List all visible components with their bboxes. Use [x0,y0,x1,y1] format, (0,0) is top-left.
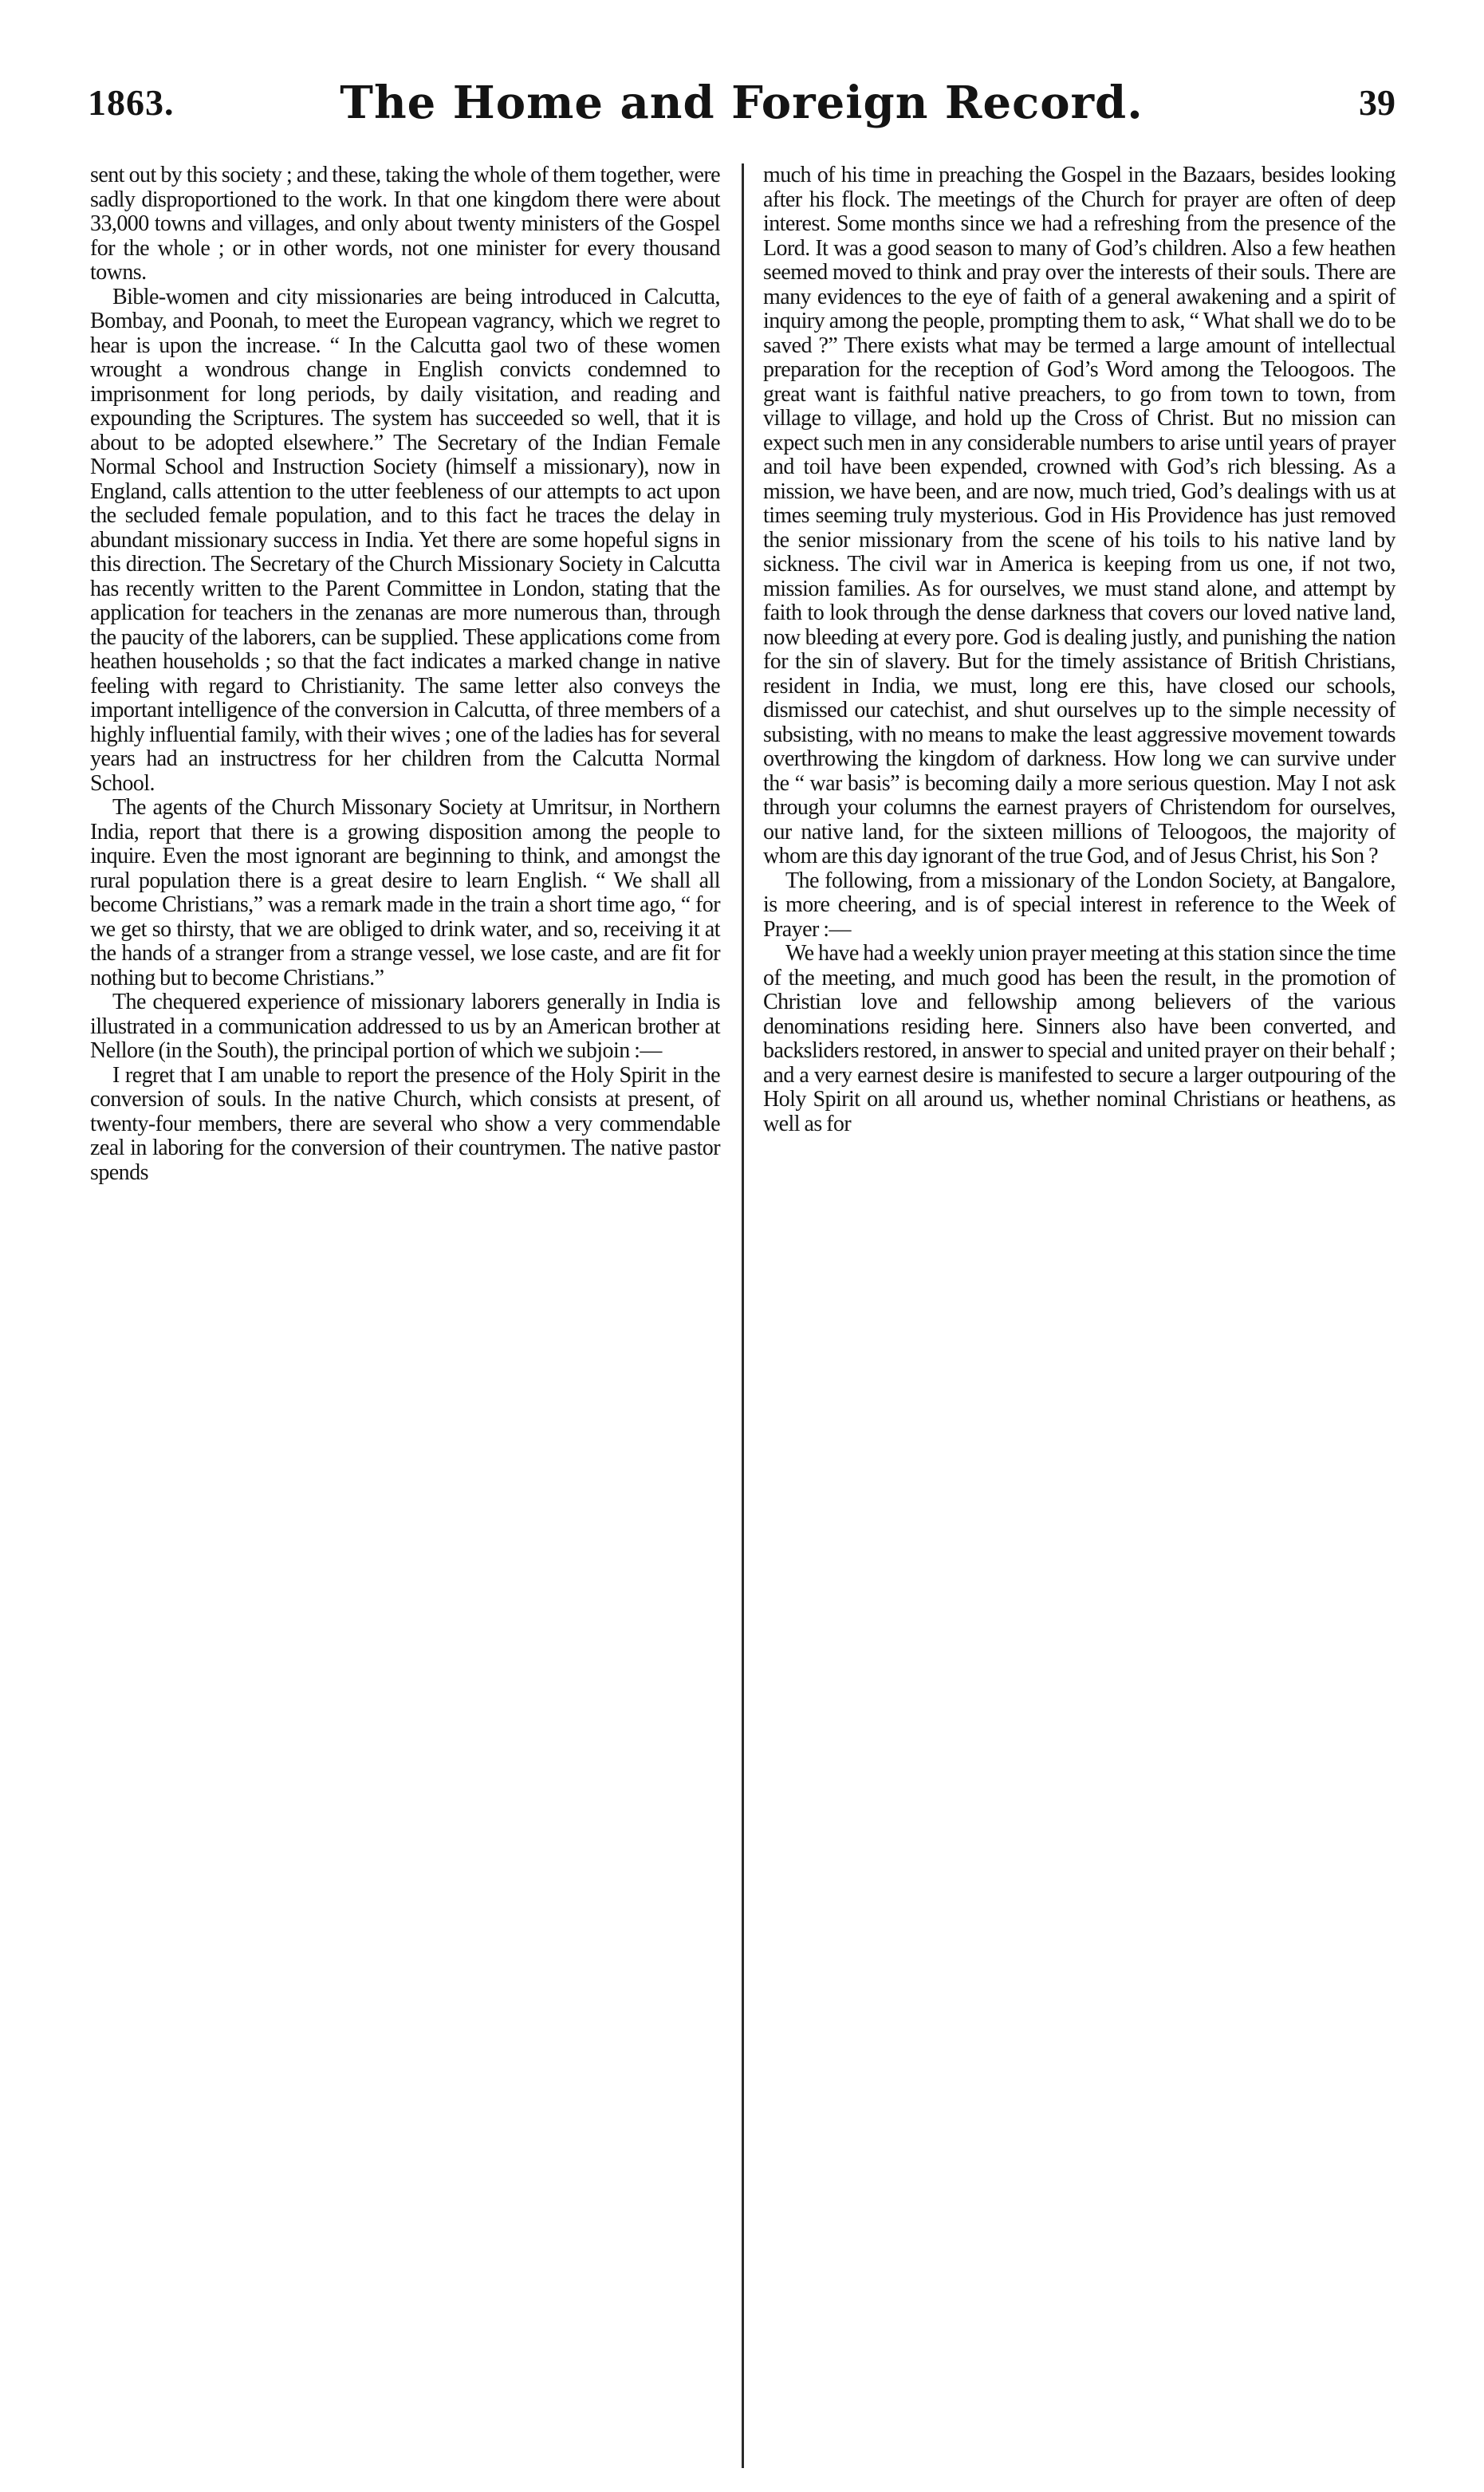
paragraph: much of his time in preaching the Gospel in the Bazaars, besides looking after his flock. The meetings of the Church for prayer are often of deep interest. Some months since we had a refreshing from the presence of the Lord. It was a good season to many of God’s children. Also a few heathen seemed moved to think and pray over the interests of their souls. There are many evidences to the eye of faith of a general awakening and a spirit of inquiry among the people, prompting them to ask, “ What shall we do to be saved ?” There exists what may be termed a large amount of intellectual preparation for the reception of God’s Word among the Teloogoos. The great want is faithful native preachers, to go from town to town, from village to village, and hold up the Cross of Christ. But no mission can expect such men in any considerable numbers to arise until years of prayer and toil have been expended, crowned with God’s rich blessing. As a mission, we have been, and are now, much tried, God’s dealings with us at times seeming truly mysterious. God in His Providence has just removed the senior missionary from the scene of his toils to his native land by sickness. The civil war in America is keeping from us one, if not two, mission families. As for ourselves, we must stand alone, and attempt by faith to look through the dense darkness that covers our loved native land, now bleeding at every pore. God is dealing justly, and punishing the nation for the sin of slavery. But for the timely assistance of British Christians, resident in India, we must, long ere this, have closed our schools, dismissed our catechist, and shut ourselves up to the simple necessity of subsisting, with no means to make the least aggressive movement towards overthrowing the kingdom of darkness. How long we can survive under the “ war basis” is becoming daily a more serious question. May I not ask through your columns the earnest prayers of Christendom for ourselves, our native land, for the sixteen millions of Teloogoos, the majority of whom are this day ignorant of the true God, and of Jesus Christ, his Son ? [763,163,1395,868]
paragraph: The agents of the Church Missonary Society at Umritsur, in Northern India, report that there is a growing disposition among the people to inquire. Even the most ignorant are beginning to think, and amongst the rural population there is a great desire to learn English. “ We shall all become Christians,” was a remark made in the train a short time ago, “ for we get so thirsty, that we are obliged to drink water, and so, receiving it at the hands of a stranger from a strange vessel, we lose caste, and are fit for nothing but to become Christians.” [90,795,720,990]
paragraph: We have had a weekly union prayer meeting at this station since the time of the meeting, and much good has been the result, in the promotion of Christian love and fellowship among believers of the various denominations residing here. Sinners also have been converted, and backsliders restored, in answer to special and united prayer on their behalf ; and a very earnest desire is manifested to secure a larger outpouring of the Holy Spirit on all around us, whether nominal Christians or heathens, as well as for [763,941,1395,1136]
right-column [763,163,1395,1136]
header-year: 1863. [88,82,175,123]
paragraph: I regret that I am unable to report the presence of the Holy Spirit in the conversion of souls. In the native Church, which consists at present, of twenty-four members, there are several who show a very commendable zeal in laboring for the conversion of their countrymen. The native pastor spends [90,1062,720,1185]
running-header [88,77,1395,140]
journal-title: The Home and Foreign Record. [340,77,1144,129]
page-number: 39 [1359,82,1395,123]
paragraph: sent out by this society ; and these, taking the whole of them together, were sadly disproportioned to the work. In that one kingdom there were about 33,000 towns and villages, and only about twenty ministers of the Gospel for the whole ; or in other words, not one minister for every thousand towns. [90,163,720,285]
paragraph: Bible-women and city missionaries are being introduced in Calcutta, Bombay, and Poonah, to meet the European vagrancy, which we regret to hear is upon the increase. “ In the Calcutta gaol two of these women wrought a wondrous change in English convicts condemned to imprisonment for long periods, by daily visitation, and reading and expounding the Scriptures. The system has succeeded so well, that it is about to be adopted elsewhere.” The Secretary of the Indian Female Normal School and Instruction Society (himself a missionary), now in England, calls attention to the utter feebleness of our attempts to act upon the secluded female population, and to this fact he traces the delay in abundant missionary success in India. Yet there are some hopeful signs in this direction. The Secretary of the Church Missionary Society in Calcutta has recently written to the Parent Committee in London, stating that the application for teachers in the zenanas are more numerous than, through the paucity of the laborers, can be supplied. These applications come from heathen households ; so that the fact indicates a marked change in native feeling with regard to Christianity. The same letter also conveys the important intelligence of the conversion in Calcutta, of three members of a highly influential family, with their wives ; one of the ladies has for several years had an instructress for her children from the Calcutta Normal School. [90,284,720,796]
column-divider [742,163,744,2468]
paragraph: The following, from a missionary of the London Society, at Bangalore, is more cheering, and is of special interest in reference to the Week of Prayer :— [763,868,1395,942]
paragraph: The chequered experience of missionary laborers generally in India is illustrated in a communication addressed to us by an American brother at Nellore (in the South), the principal portion of which we subjoin :— [90,990,720,1063]
left-column [90,163,720,1185]
